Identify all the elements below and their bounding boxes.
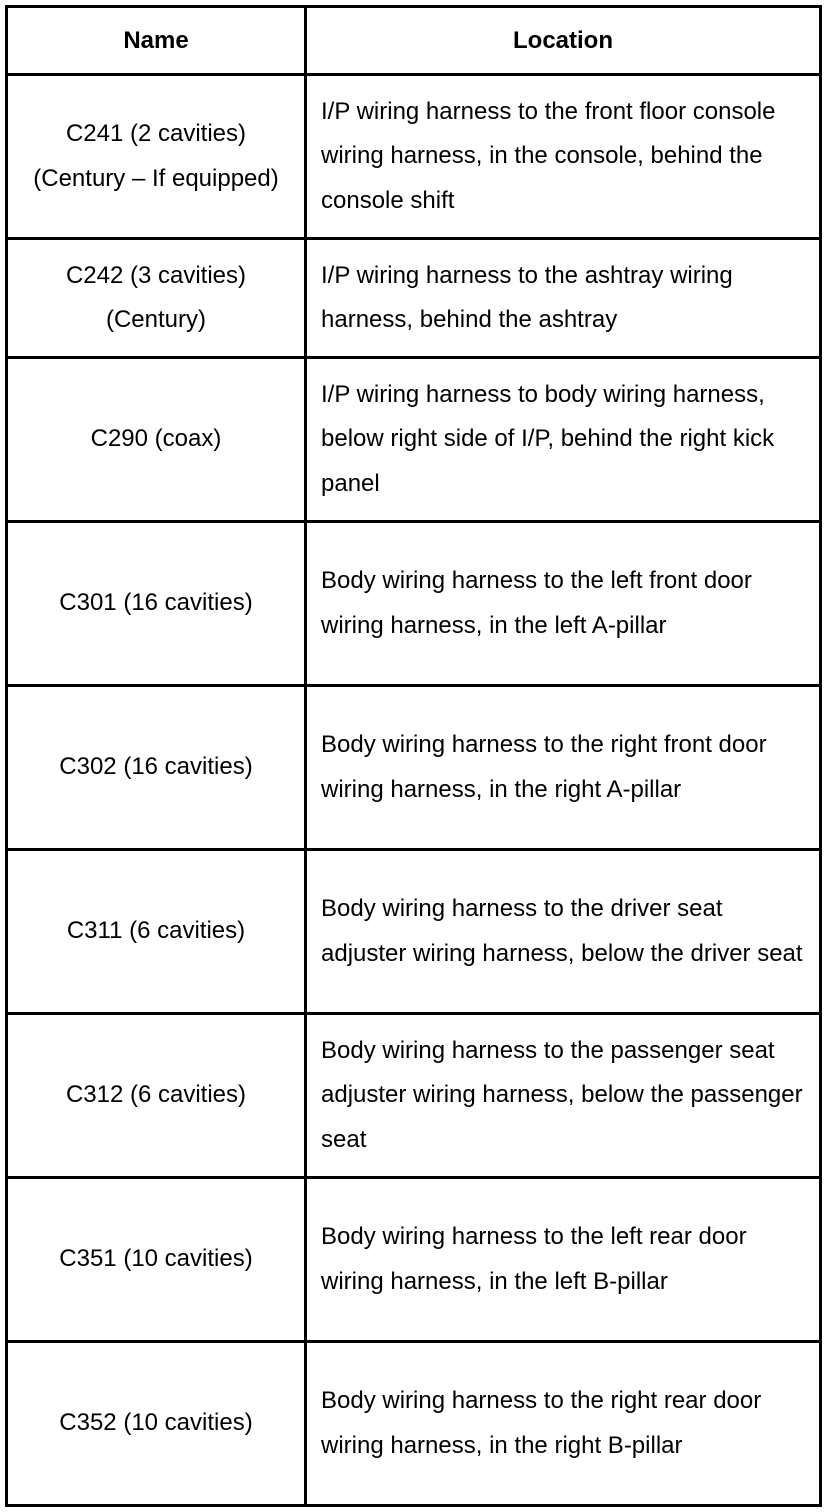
connector-location: Body wiring harness to the right rear door wiring harness, in the right B-pillar [321, 1387, 762, 1459]
connector-location-cell [306, 686, 821, 850]
table-row [7, 239, 821, 358]
connector-location-cell [306, 358, 821, 522]
connector-name-cell [7, 1342, 306, 1506]
connector-location: Body wiring harness to the right front door wiring harness, in the right A-pillar [321, 731, 767, 803]
connector-location: Body wiring harness to the passenger seat adjuster wiring harness, below the passenger seat [321, 1036, 803, 1153]
connector-location-table [5, 5, 822, 1507]
connector-location-cell [306, 522, 821, 686]
connector-name: C242 (3 cavities) (Century) [65, 261, 247, 333]
table-row [7, 75, 821, 239]
connector-location: Body wiring harness to the driver seat adjuster wiring harness, below the driver seat [321, 895, 803, 967]
connector-name: C241 (2 cavities) (Century – If equipped) [33, 120, 279, 192]
connector-location: Body wiring harness to the left front door wiring harness, in the left A-pillar [321, 567, 752, 639]
connector-location-cell [306, 1178, 821, 1342]
connector-name-cell [7, 522, 306, 686]
connector-location-cell [306, 850, 821, 1014]
connector-location: I/P wiring harness to body wiring harness, below right side of I/P, behind the right kick panel [321, 380, 775, 497]
table-row [7, 522, 821, 686]
connector-name: C311 (6 cavities) [66, 917, 246, 945]
table-body [7, 75, 821, 1506]
column-header-location: Location [306, 7, 821, 75]
connector-name-cell [7, 1178, 306, 1342]
header-row [7, 7, 821, 75]
connector-name: C352 (10 cavities) [59, 1409, 253, 1437]
table-row [7, 1342, 821, 1506]
connector-name: C301 (16 cavities) [59, 589, 253, 617]
connector-location: I/P wiring harness to the ashtray wiring harness, behind the ashtray [321, 261, 733, 333]
connector-name-cell [7, 686, 306, 850]
connector-location-cell [306, 239, 821, 358]
connector-location: Body wiring harness to the left rear door wiring harness, in the left B-pillar [321, 1223, 747, 1295]
table-row [7, 1014, 821, 1178]
connector-location-cell [306, 1014, 821, 1178]
table-row [7, 1178, 821, 1342]
connector-name-cell [7, 850, 306, 1014]
connector-name: C312 (6 cavities) [65, 1081, 247, 1109]
connector-name-cell [7, 358, 306, 522]
connector-name-cell [7, 1014, 306, 1178]
table-header [7, 7, 821, 75]
column-header-name: Name [7, 7, 306, 75]
connector-name: C302 (16 cavities) [59, 753, 253, 781]
connector-location-cell [306, 75, 821, 239]
table-row [7, 686, 821, 850]
connector-name: C351 (10 cavities) [59, 1245, 253, 1273]
connector-location-cell [306, 1342, 821, 1506]
connector-name-cell [7, 75, 306, 239]
table-row [7, 358, 821, 522]
connector-name-cell [7, 239, 306, 358]
connector-location: I/P wiring harness to the front floor console wiring harness, in the console, behind the console shift [321, 97, 776, 214]
connector-name: C290 (coax) [90, 425, 222, 453]
table-row [7, 850, 821, 1014]
